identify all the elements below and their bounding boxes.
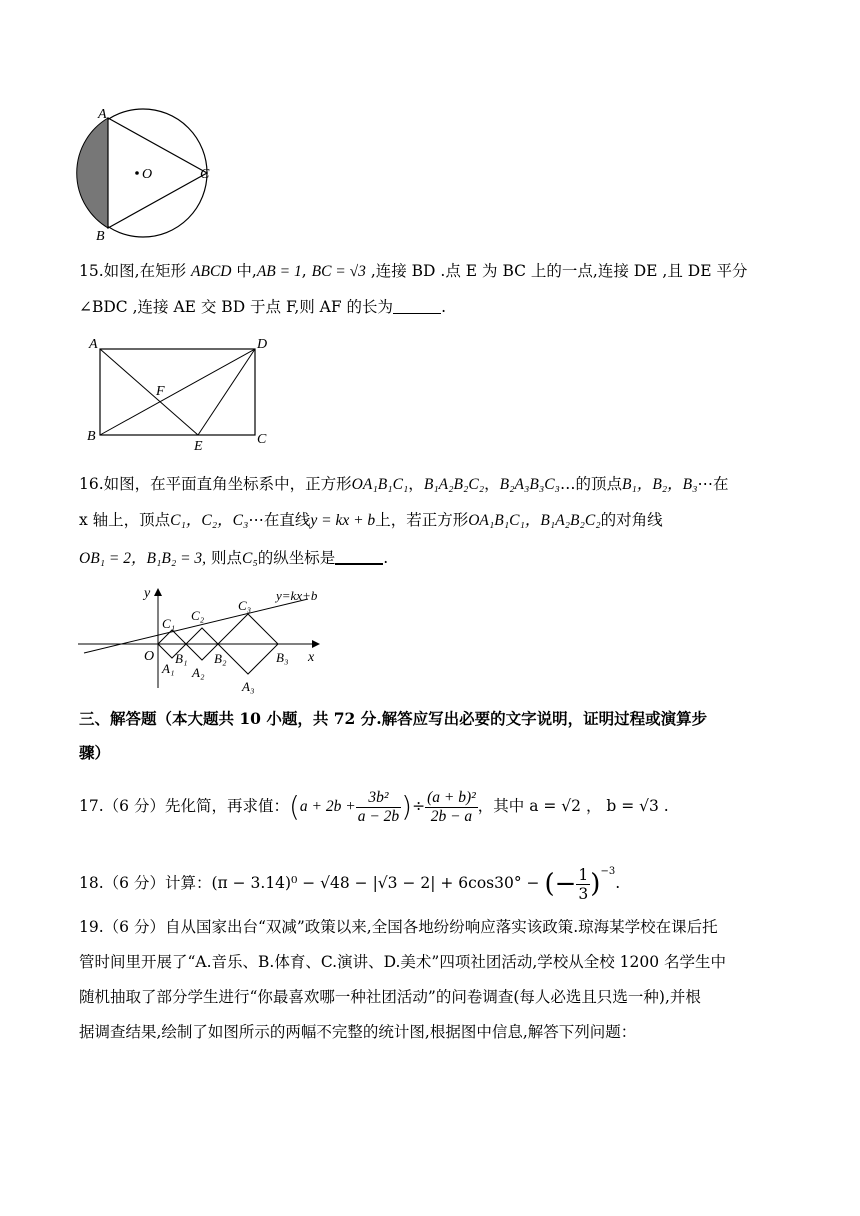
q15-period: . [441,298,446,316]
label-o: O [142,167,153,182]
q17-frac2-den: 2b − a [430,807,473,825]
q16-c5: C₅ [242,550,258,567]
q16-text-2d: 的对角线 [600,511,663,529]
q17-prefix: 17.（6 分）先化简，再求值： [79,797,289,815]
label-a: A [89,337,98,352]
answer-blank[interactable] [335,549,383,565]
q15-abcd: ABCD [191,263,232,280]
q19-line-1: 19.（6 分）自从国家出台“双减”政策以来,全国各地纷纷响应落实该政策.琼海某学校在课后托 [79,918,718,936]
section-3-heading-cont: 骤） [79,743,111,762]
q18-frac-den: 3 [578,884,589,903]
q16-equation: y = kx + b [310,512,376,529]
q17: 17.（6 分）先化简，再求值：(a + 2b + $\frac{\text{3b²}}{a - 2b}$ )÷ $\frac{\text{(a + b)²}}{2b - a}$ ，其中 a = √2 ， b = √3 . [79,788,669,825]
q16-period: . [383,549,389,567]
q17-frac1-num: 3b² [356,789,401,808]
q16-line1: 16.如图，在平面直角坐标系中，正方形OA₁B₁C₁，B₁A₂B₂C₂，B₂A₃B₃C₃…的顶点B₁，B₂，B₃⋯在 [79,475,729,493]
section-3-heading: 三、解答题（本大题共 10 小题，共 72 分.解答应写出必要的文字说明，证明过程或演算步 [79,709,708,728]
label-b3: B₃ [276,650,289,665]
q17-frac2-num: (a + b)² [427,788,476,806]
label-o: O [144,649,155,664]
q16-vertices: B₁，B₂，B₃ [621,476,698,493]
q16-squares: OA₁B₁C₁，B₁A₂B₂C₂ [468,512,601,529]
q18-prefix: 18.（6 分）计算： [79,874,212,892]
label-a2: A₂ [192,665,205,680]
q18-exponent: −3 [600,866,616,877]
label-b: B [87,429,96,444]
label-b: B [96,229,105,244]
q16-square-2: B₁A₂B₂C₂ [423,476,485,493]
q16-text-end: ⋯在 [697,475,729,493]
label-a3: A₃ [242,679,255,694]
q15-text-mid: 中, [231,262,257,280]
q16-square-1: OA₁B₁C₁ [351,476,409,493]
q16-text-3c: 的纵坐标是 [257,549,336,567]
q15-text: 15.如图,在矩形 [79,262,192,280]
q15-ab: AB = 1 [256,263,302,280]
q16-text-3b: 则点 [206,549,242,567]
q18-fraction [576,866,590,903]
q18-period: . [615,874,621,892]
label-d: D [257,337,268,352]
label-a1: A₁ [162,661,175,676]
q18-paren-close: ) [590,869,601,899]
label-b2: B₂ [214,651,227,666]
q17-expr: a + 2b + [299,798,356,815]
q16-text-2b: ⋯在直线 [248,511,311,529]
q16-text-rest: …的顶点 [559,475,622,493]
q17-fraction-2 [425,789,478,826]
q15-line2 [79,296,446,318]
q16-c-points: C₁，C₂，C₃ [170,512,249,529]
label-c3: C₃ [238,598,252,613]
q19-line-4: 据调查结果,绘制了如图所示的两幅不完整的统计图,根据图中信息,解答下列问题： [79,1023,637,1041]
q16-text: 16.如图，在平面直角坐标系中，正方形 [79,475,352,493]
q17-fraction-1 [356,789,401,826]
label-y: y [144,586,151,601]
q18 [79,852,621,903]
q16-square-3: B₂A₃B₃C₃ [499,476,560,493]
label-e: E [194,439,203,452]
q17-condition: ，其中 a = √2 ， b = √3 . [477,797,669,815]
label-c: C [257,432,267,447]
label-c: C [200,167,210,182]
figure-14-circle-triangle [70,98,220,248]
q16-given: OB₁ = 2，B₁B₂ = 3, [79,550,207,567]
label-x: x [308,650,315,665]
label-a: A [98,107,107,122]
label-line: y=kx+b [276,588,318,603]
q16-text-2a: x 轴上，顶点 [79,511,171,529]
q19-line-2: 管时间里开展了“A.音乐、B.体育、C.演讲、D.美术”四项社团活动,学校从全校 1200 名学生中 [79,953,727,971]
label-c1: C₁ [162,616,176,631]
label-b1: B₁ [175,651,188,666]
q18-frac-num: 1 [578,865,589,884]
q15-text-2: ∠BDC ,连接 AE 交 BD 于点 F,则 AF 的长为 [79,298,394,316]
label-c2: C₂ [191,608,205,623]
q15-line1: 15.如图,在矩形 ABCD 中,AB = 1, BC = √3 ,连接 BD .点 E 为 BC 上的一点,连接 DE ,且 DE 平分 [79,262,748,280]
q17-divide: ÷ [412,797,426,815]
q19-line-3: 随机抽取了部分学生进行“你最喜欢哪一种社团活动”的问卷调查(每人必选且只选一种),并根 [79,988,701,1006]
q17-frac1-den: a − 2b [357,807,400,825]
q16-text-2c: 上，若正方形 [375,511,469,529]
shaded-segment [77,118,108,228]
answer-blank[interactable] [393,299,441,314]
q18-expr: (π − 3.14)⁰ − √48 − |√3 − 2| + 6cos30° − [211,874,545,892]
q18-paren-open: (− [544,869,577,899]
label-f: F [156,384,165,399]
figure-16-coordinate-squares [76,583,336,695]
q16-line2 [79,509,663,532]
q15-text-rest: ,连接 BD .点 E 为 BC 上的一点,连接 DE ,且 DE 平分 [365,262,748,280]
figure-15-rectangle [85,332,275,452]
q15-bc: BC = √3 [311,263,366,280]
q16-line3 [79,547,388,570]
